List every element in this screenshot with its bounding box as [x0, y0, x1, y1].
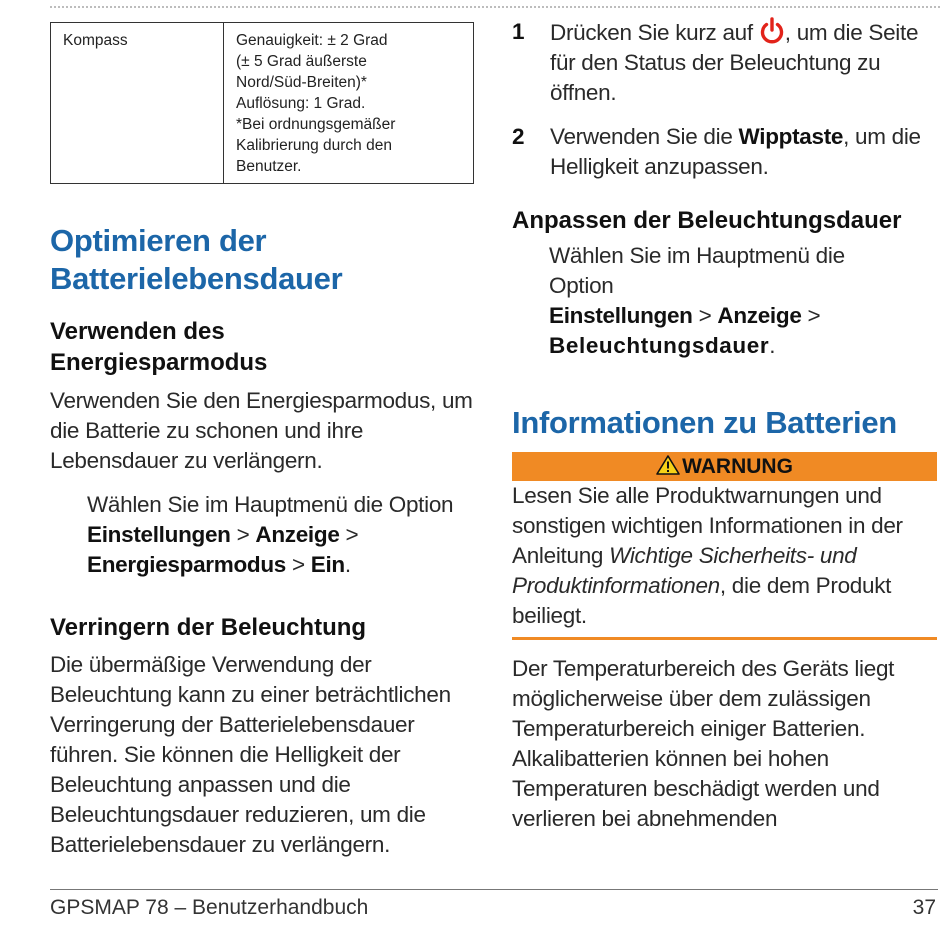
backlight-body: Die übermäßige Verwendung der Beleuchtung kann zu einer beträchtlichen Verringerung der Batterielebensdauer führen. Sie können die Helligkeit der Beleuchtung anpassen und die Beleuchtungsdauer reduzieren, um die Batterielebensdauer zu verlängern.	[50, 652, 451, 857]
document-title: Wichtige Sicherheits- und Produktinformationen	[512, 543, 857, 598]
heading-line: Optimieren der	[50, 223, 267, 258]
step-text: Verwenden Sie die	[550, 124, 739, 149]
page-number: 37	[912, 896, 936, 919]
heading-line: Energiesparmodus	[50, 349, 268, 376]
heading-line: Verwenden des	[50, 318, 225, 345]
menu-separator: >	[339, 522, 359, 547]
spec-value	[224, 23, 474, 184]
subsection-heading: Verringern der Beleuchtung	[50, 614, 367, 641]
spec-value-line: Genauigkeit: ± 2 Grad	[236, 32, 388, 49]
warning-divider	[512, 637, 937, 640]
batteries-section	[512, 404, 937, 834]
spec-value-line: *Bei ordnungsgemäßer	[236, 116, 396, 133]
warning-text	[512, 481, 937, 631]
menu-separator: >	[230, 522, 256, 547]
subsection-heading	[50, 316, 480, 378]
heading-line: Batterielebensdauer	[50, 261, 343, 296]
warning-triangle-icon	[656, 454, 680, 474]
footer-divider	[50, 889, 938, 890]
spec-value-line: Kalibrierung durch den	[236, 137, 392, 154]
button-name: Wipptaste	[738, 124, 844, 149]
spec-value-line: Benutzer.	[236, 158, 302, 175]
warning-label: WARNUNG	[682, 455, 793, 478]
menu-path-item: Beleuchtungsdauer	[549, 333, 770, 358]
menu-path-item: Anzeige	[717, 303, 802, 328]
list-item	[512, 122, 937, 182]
energy-saver-section	[50, 316, 480, 580]
step-number: 1	[512, 19, 525, 44]
spec-value-line: (± 5 Grad äußerste	[236, 53, 367, 70]
step-text: Drücken Sie kurz auf	[550, 20, 759, 45]
subsection-heading: Anpassen der Beleuchtungsdauer	[512, 207, 902, 234]
instruction-text: Option	[549, 273, 614, 298]
steps-list	[512, 17, 937, 182]
menu-separator: >	[801, 303, 821, 328]
footer-title: GPSMAP 78 – Benutzerhandbuch	[50, 896, 369, 919]
step-text: , um die Seite für den Status der Beleuchtung zu öffnen.	[550, 20, 919, 105]
spec-table	[50, 22, 474, 184]
battery-life-section	[50, 222, 480, 298]
warning-banner	[512, 452, 937, 481]
backlight-section	[50, 612, 480, 860]
batteries-body: Der Temperaturbereich des Geräts liegt möglicherweise über dem zulässigen Temperaturbereich einiger Batterien. Alkalibatterien können bei hohen Temperaturen beschädigt werden und verlieren bei abnehmenden	[512, 656, 895, 831]
menu-separator: >	[692, 303, 718, 328]
list-item	[512, 17, 937, 108]
duration-section	[512, 205, 937, 361]
menu-path-item: Ein	[310, 552, 345, 577]
punctuation: .	[769, 333, 776, 358]
step-number: 2	[512, 124, 525, 149]
menu-path-item: Einstellungen	[549, 303, 693, 328]
menu-path-item: Energiesparmodus	[87, 552, 287, 577]
spec-key: Kompass	[51, 23, 224, 184]
menu-path-item: Einstellungen	[87, 522, 231, 547]
energy-body: Verwenden Sie den Energiesparmodus, um die Batterie zu schonen und ihre Lebensdauer zu verlängern.	[50, 388, 473, 473]
energy-instruction	[50, 490, 480, 580]
instruction-text: Wählen Sie im Hauptmenü die	[549, 243, 845, 268]
menu-separator: >	[286, 552, 311, 577]
section-heading: Informationen zu Batterien	[512, 405, 897, 440]
menu-path-item: Anzeige	[255, 522, 340, 547]
instruction-text: Wählen Sie im Hauptmenü die Option	[87, 492, 454, 517]
duration-instruction	[512, 241, 937, 361]
punctuation: .	[344, 552, 351, 577]
spec-value-line: Nord/Süd-Breiten)*	[236, 74, 367, 91]
table-row	[51, 23, 474, 184]
top-dotted-rule	[50, 6, 940, 8]
power-icon	[759, 17, 785, 45]
warning-text-part: Lesen Sie alle Produktwarnungen und sonstigen wichtigen Informationen in der Anleitung	[512, 483, 903, 568]
section-heading	[50, 222, 480, 298]
spec-value-line: Auflösung: 1 Grad.	[236, 95, 366, 112]
warning-text-part: , die dem Produkt beiliegt.	[512, 573, 892, 628]
step-text: , um die Helligkeit anzupassen.	[550, 124, 921, 179]
